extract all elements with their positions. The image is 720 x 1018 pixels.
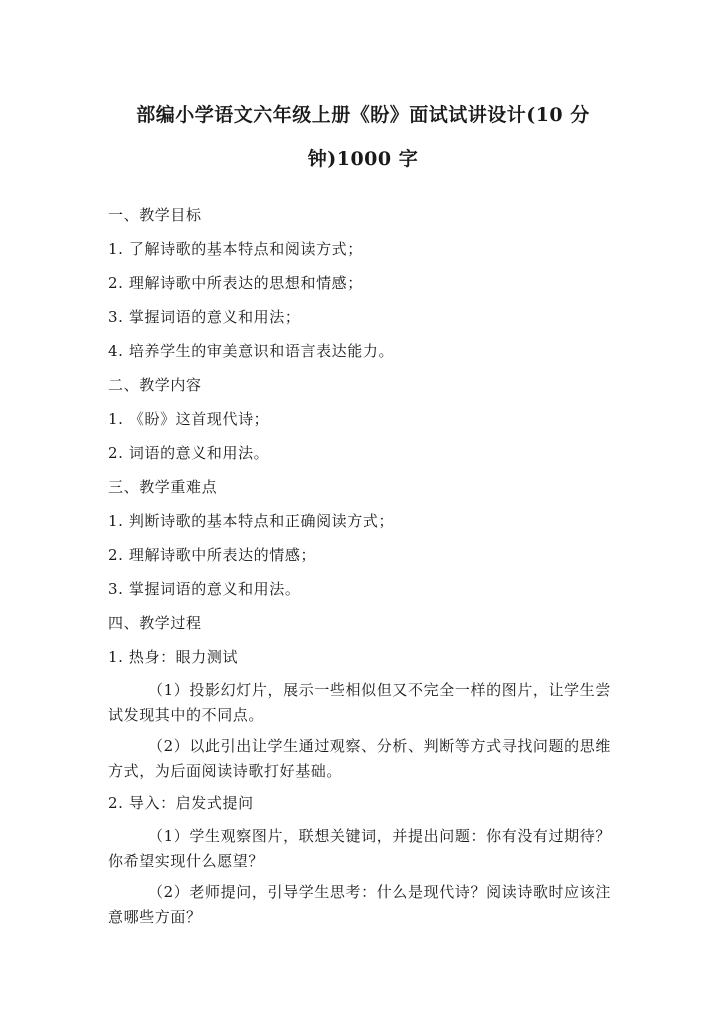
objective-item: 4. 培养学生的审美意识和语言表达能力。 — [108, 342, 395, 360]
key-point-item: 2. 理解诗歌中所表达的情感； — [108, 546, 317, 564]
section-heading-key-points: 三、教学重难点 — [108, 478, 218, 496]
process-paragraph: （2）以此引出让学生通过观察、分析、判断等方式寻找问题的思维方式，为后面阅读诗歌打好基础。 — [108, 737, 611, 780]
process-step-heading: 2. 导入：启发式提问 — [108, 794, 254, 812]
document-title-line-1: 部编小学语文六年级上册《盼》面试试讲设计(10 分 — [136, 104, 590, 126]
key-point-item: 1. 判断诗歌的基本特点和正确阅读方式； — [108, 512, 395, 530]
process-step-heading: 1. 热身：眼力测试 — [108, 648, 239, 666]
section-heading-content: 二、教学内容 — [108, 376, 202, 394]
content-item: 1. 《盼》这首现代诗； — [108, 410, 270, 428]
section-heading-objectives: 一、教学目标 — [108, 206, 202, 224]
document-title-line-2: 钟)1000 字 — [307, 148, 419, 170]
objective-item: 1. 了解诗歌的基本特点和阅读方式； — [108, 240, 363, 258]
process-paragraph: （2）老师提问，引导学生思考：什么是现代诗？阅读诗歌时应该注意哪些方面？ — [108, 883, 611, 926]
key-point-item: 3. 掌握词语的意义和用法。 — [108, 580, 301, 598]
process-paragraph: （1）学生观察图片，联想关键词，并提出问题：你有没有过期待？你希望实现什么愿望？ — [108, 827, 611, 870]
section-heading-process: 四、教学过程 — [108, 614, 202, 632]
content-item: 2. 词语的意义和用法。 — [108, 444, 270, 462]
objective-item: 2. 理解诗歌中所表达的思想和情感； — [108, 274, 363, 292]
objective-item: 3. 掌握词语的意义和用法； — [108, 308, 301, 326]
process-paragraph: （1）投影幻灯片，展示一些相似但又不完全一样的图片，让学生尝试发现其中的不同点。 — [108, 681, 611, 724]
